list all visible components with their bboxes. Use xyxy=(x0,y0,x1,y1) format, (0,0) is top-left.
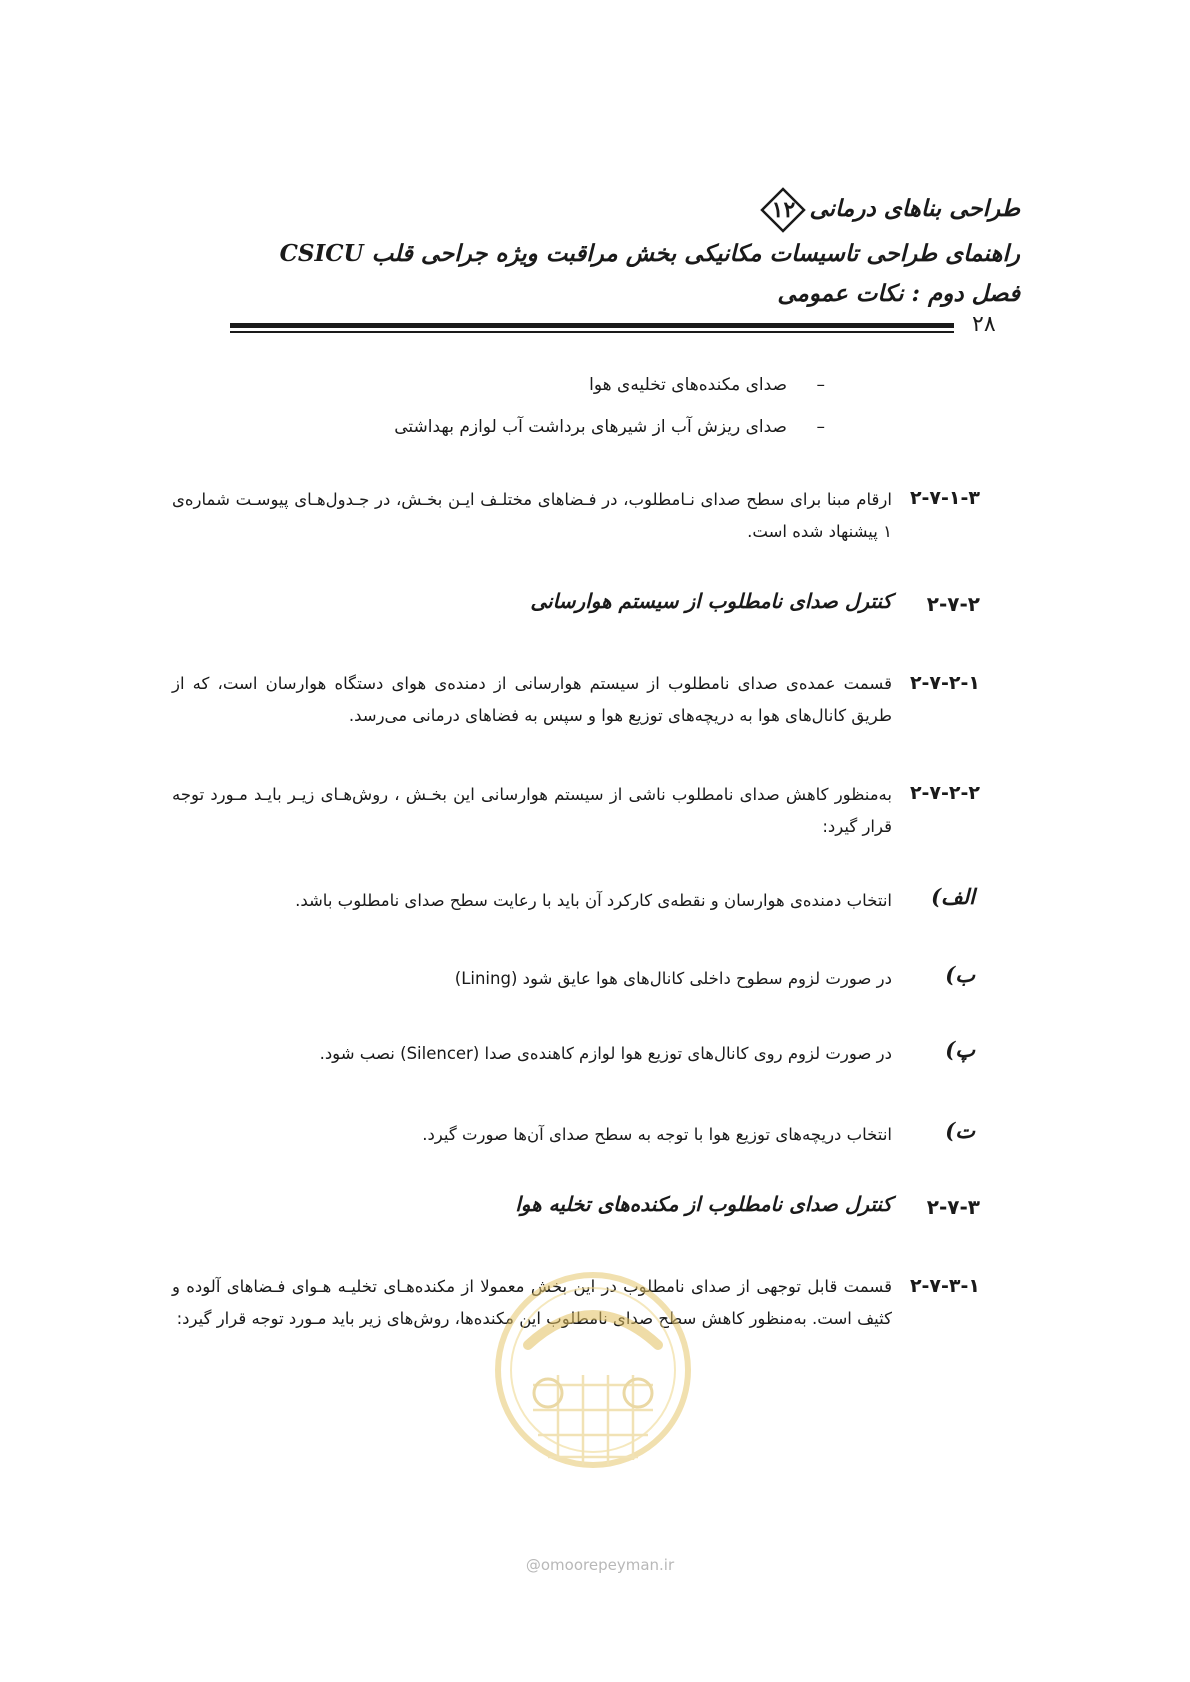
book-title: طراحی بناهای درمانی xyxy=(809,195,1020,222)
item-letter: الف) xyxy=(931,884,975,909)
clause-number: ۲-۷-۲-۲ xyxy=(909,782,980,804)
dash-bullet: – xyxy=(816,375,825,395)
item-letter: ب) xyxy=(945,962,975,987)
book-title-line xyxy=(220,186,1020,234)
book-number: ۱۲ xyxy=(771,197,796,223)
item-text: انتخاب دریچه‌های توزیع هوا با توجه به سطح صدای آن‌ها صورت گیرد. xyxy=(422,1125,892,1144)
clause-number: ۲-۷-۲-۱ xyxy=(909,672,980,694)
watermark-logo xyxy=(488,1265,698,1485)
dash-bullet: – xyxy=(816,417,825,437)
section-heading: کنترل صدای نامطلوب از مکنده‌های تخلیه هوا xyxy=(515,1192,892,1216)
clause-text: ارقام مبنا برای سطح صدای نـامطلوب، در فـضاهای مختلـف ایـن بخـش، در جـدول‌هـای پیوسـت شماره‌ی ۱ پیشنهاد شده است. xyxy=(172,490,892,541)
clause-text: قسمت عمده‌ی صدای نامطلوب از سیستم هوارسانی از دمنده‌ی هوای دستگاه هوارسان است، که از طریق کانال‌های هوا به دریچه‌های توزیع هوا و سپس به فضاهای درمانی می‌رسد. xyxy=(172,674,892,725)
guide-title: راهنمای طراحی تاسیسات مکانیکی بخش مراقبت ویژه جراحی قلب CSICU xyxy=(279,240,1020,267)
section-number: ۲-۷-۲ xyxy=(926,592,980,616)
list-item xyxy=(394,414,825,440)
section-heading: کنترل صدای نامطلوب از سیستم هوارسانی xyxy=(530,589,892,613)
section-number: ۲-۷-۳ xyxy=(926,1195,980,1219)
clause-number: ۲-۷-۱-۳ xyxy=(909,487,980,509)
list-item-text: صدای ریزش آب از شیرهای برداشت آب لوازم بهداشتی xyxy=(394,417,787,437)
book-number-badge xyxy=(759,186,807,234)
chapter-title: فصل دوم : نکات عمومی xyxy=(777,280,1020,307)
clause-text: به‌منظور کاهش صدای نامطلوب ناشی از سیستم هوارسانی این بخـش ، روش‌هـای زیـر بایـد مـورد توجه قرار گیرد: xyxy=(172,785,892,836)
clause-text: قسمت قابل توجهی از صدای نامطلوب در این بخش معمولا از مکنده‌هـای تخلیـه هـوای فـضاهای آلوده و کثیف است. به‌منظور کاهش سطح صدای نامطلوب این مکنده‌ها، روش‌های زیر باید مـورد توجه قرار گیرد: xyxy=(172,1277,892,1328)
watermark-site: @omoorepeyman.ir xyxy=(525,1556,675,1574)
list-item xyxy=(589,372,825,398)
clause-number: ۲-۷-۳-۱ xyxy=(909,1275,980,1297)
page-number: ۲۸ xyxy=(972,312,996,337)
item-text: در صورت لزوم روی کانال‌های توزیع هوا لوازم کاهنده‌ی صدا (Silencer) نصب شود. xyxy=(319,1044,892,1063)
item-text: انتخاب دمنده‌ی هوارسان و نقطه‌ی کارکرد آن باید با رعایت سطح صدای نامطلوب باشد. xyxy=(295,891,892,910)
page-header xyxy=(220,186,1020,314)
item-letter: پ) xyxy=(945,1037,975,1062)
list-item-text: صدای مکنده‌های تخلیه‌ی هوا xyxy=(589,375,787,395)
item-text: در صورت لزوم سطوح داخلی کانال‌های هوا عایق شود (Lining) xyxy=(454,969,892,988)
header-divider-thick xyxy=(230,323,954,328)
header-divider-thin xyxy=(230,331,954,333)
item-letter: ت) xyxy=(945,1118,975,1143)
